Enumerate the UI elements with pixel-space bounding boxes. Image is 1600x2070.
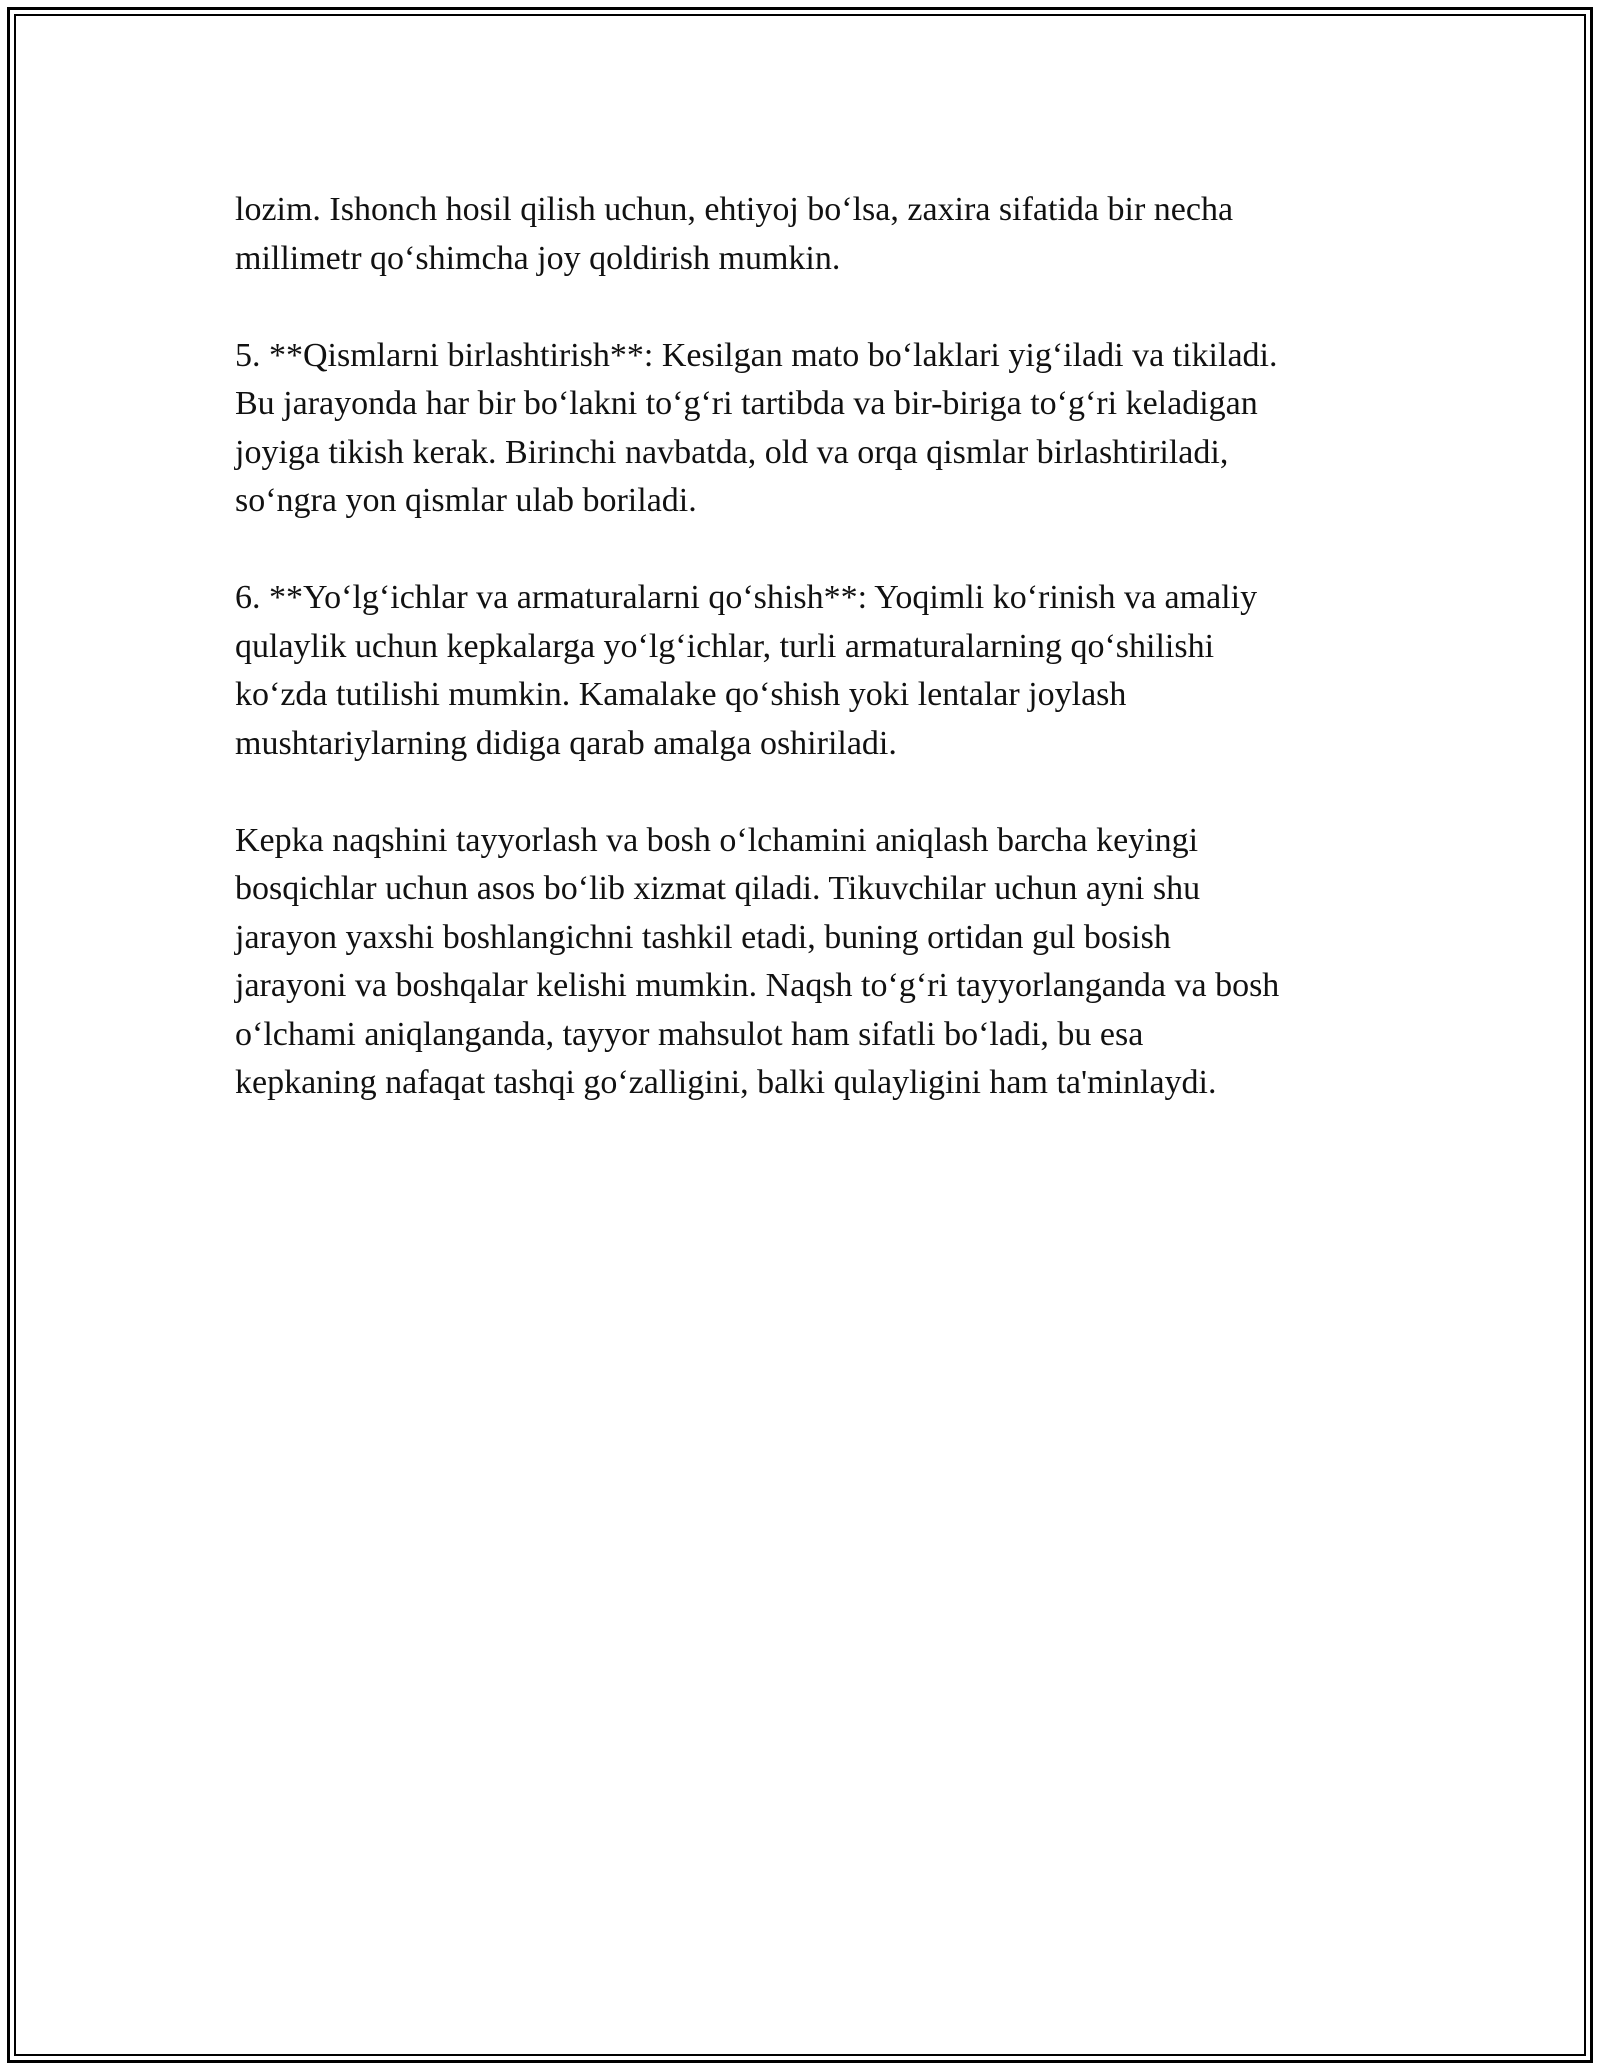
text-line: kepkaning nafaqat tashqi go‘zalligini, balki qulayligini ham ta'minlaydi. — [235, 1064, 1217, 1101]
paragraph-conclusion — [235, 817, 1370, 1108]
text-line: 6. **Yo‘lg‘ichlar va armaturalarni qo‘shish**: Yoqimli ko‘rinish va amaliy — [235, 579, 1258, 616]
text-line: 5. **Qismlarni birlashtirish**: Kesilgan mato bo‘laklari yig‘iladi va tikiladi. — [235, 336, 1278, 374]
document-body — [235, 186, 1370, 1108]
text-line: jarayoni va boshqalar kelishi mumkin. Naqsh to‘g‘ri tayyorlanganda va bosh — [235, 967, 1280, 1004]
paragraph-step-6 — [235, 574, 1370, 768]
text-line: millimetr qo‘shimcha joy qoldirish mumkin. — [235, 239, 841, 277]
text-line: ko‘zda tutilishi mumkin. Kamalake qo‘shish yoki lentalar joylash — [235, 676, 1127, 713]
text-line: lozim. Ishonch hosil qilish uchun, ehtiyoj bo‘lsa, zaxira sifatida bir necha — [235, 191, 1234, 228]
text-line: Kepka naqshini tayyorlash va bosh o‘lchamini aniqlash barcha keyingi — [235, 821, 1199, 859]
paragraph-step-5 — [235, 332, 1370, 526]
text-line: jarayon yaxshi boshlangichni tashkil etadi, buning ortidan gul bosish — [235, 918, 1171, 956]
paragraph-seam-allowance — [235, 186, 1370, 283]
text-line: Bu jarayonda har bir bo‘lakni to‘g‘ri tartibda va bir-biriga to‘g‘ri keladigan — [235, 385, 1258, 422]
text-line: mushtariylarning didiga qarab amalga oshiriladi. — [235, 724, 897, 762]
text-line: o‘lchami aniqlanganda, tayyor mahsulot ham sifatli bo‘ladi, bu esa — [235, 1015, 1144, 1053]
text-line: so‘ngra yon qismlar ulab boriladi. — [235, 482, 697, 519]
text-line: joyiga tikish kerak. Birinchi navbatda, old va orqa qismlar birlashtiriladi, — [235, 433, 1229, 471]
text-line: qulaylik uchun kepkalarga yo‘lg‘ichlar, turli armaturalarning qo‘shilishi — [235, 627, 1215, 665]
text-line: bosqichlar uchun asos bo‘lib xizmat qiladi. Tikuvchilar uchun ayni shu — [235, 870, 1201, 907]
